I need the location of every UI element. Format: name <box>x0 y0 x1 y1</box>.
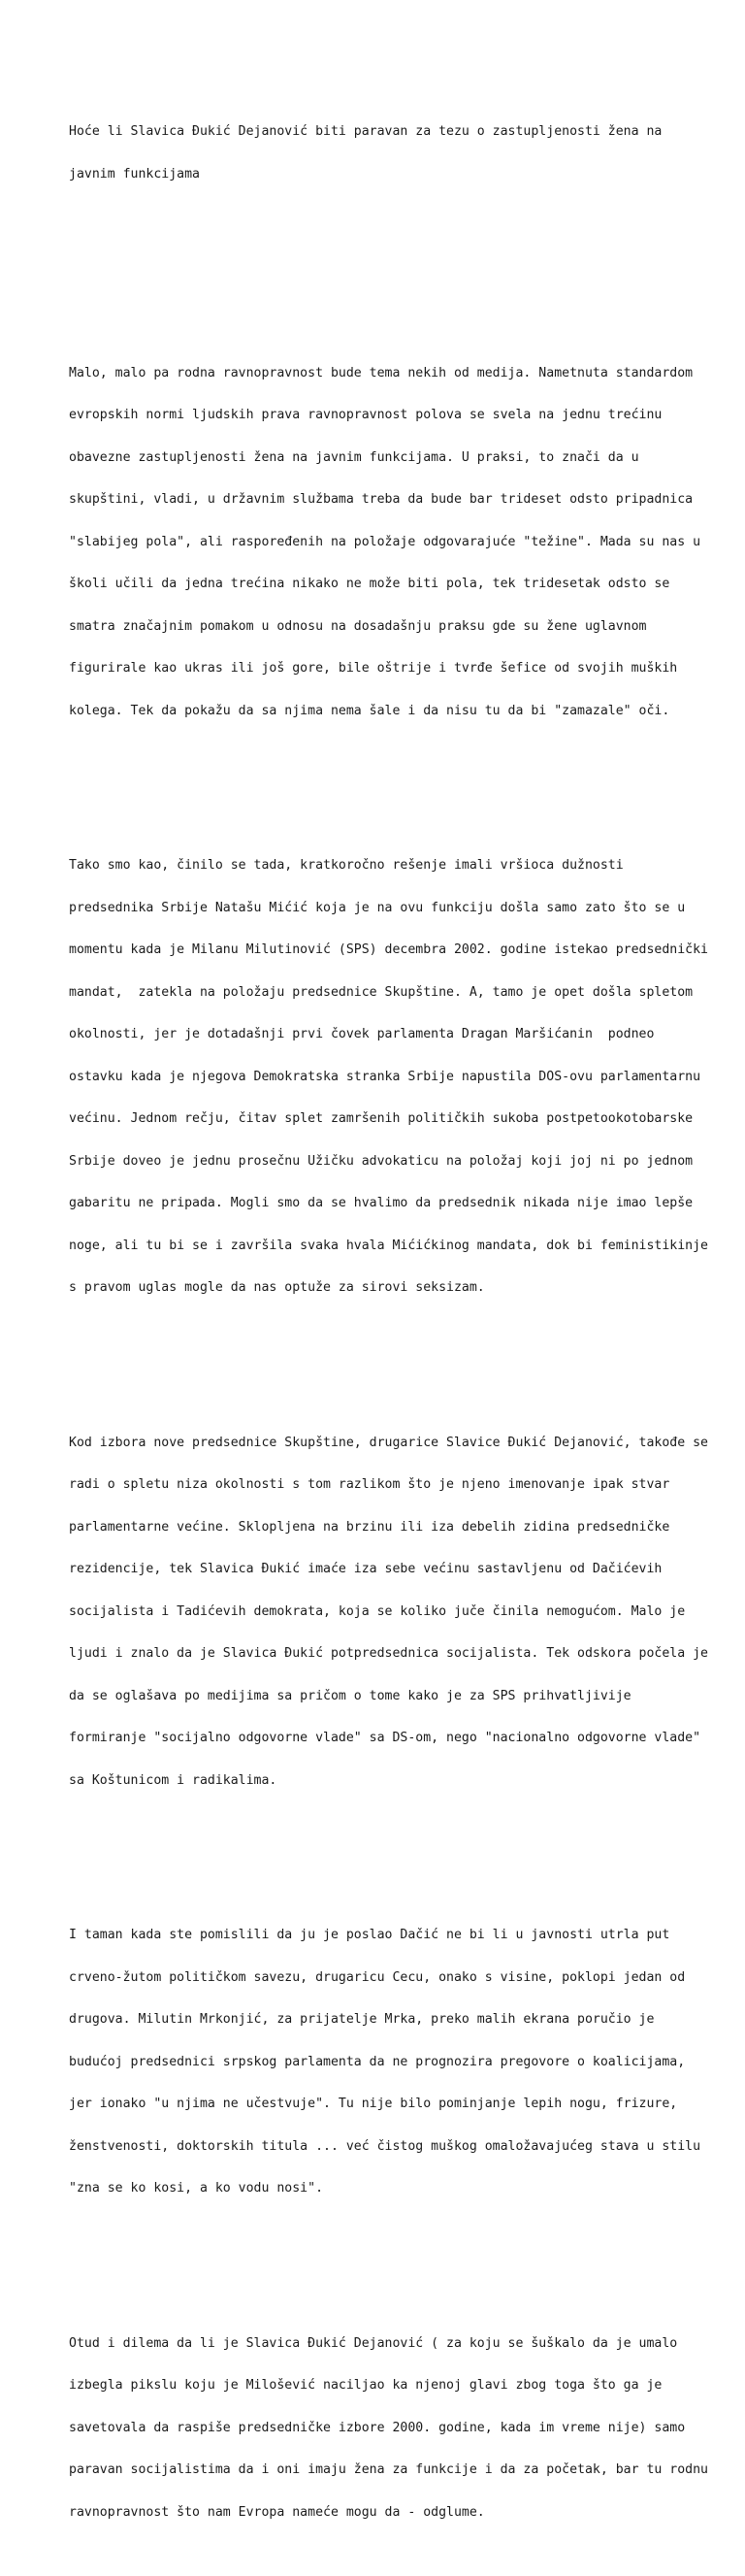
text-line: I taman kada ste pomislili da ju je poslao Dačić ne bi li u javnosti utrla put <box>69 1928 670 1942</box>
text-line: smatra značajnim pomakom u odnosu na dosadašnju praksu gde su žene uglavnom <box>69 618 647 634</box>
title-line: javnim funkcijama <box>69 166 200 182</box>
document-title <box>69 97 709 210</box>
text-line: Srbije doveo je jednu prosečnu Užičku advokaticu na položaj koji joj ni po jednom <box>69 1153 694 1169</box>
text-line: s pravom uglas mogle da nas optuže za sirovi seksizam. <box>69 1280 485 1295</box>
text-line: parlamentarne većine. Sklopljena na brzinu ili iza debelih zidina predsedničke <box>69 1519 670 1535</box>
paragraph-1 <box>69 339 709 747</box>
text-line: radi o spletu niza okolnosti s tom razlikom što je njeno imenovanje ipak stvar <box>69 1477 670 1492</box>
text-line: Tako smo kao, činilo se tada, kratkoročno rešenje imali vršioca dužnosti <box>69 858 624 873</box>
text-line: formiranje "socijalno odgovorne vlade" sa DS-om, nego "nacionalno odgovorne vlade" <box>69 1731 701 1745</box>
text-line: jer ionako "u njima ne učestvuje". Tu nije bilo pominjanje lepih nogu, frizure, <box>69 2097 678 2111</box>
text-line: momentu kada je Milanu Milutinović (SPS) decembra 2002. godine istekao predsednički <box>69 942 708 957</box>
paragraph-spacer <box>69 775 709 789</box>
text-line: socijalista i Tadićevih demokrata, koja se koliko juče činila nemogućom. Malo je <box>69 1603 686 1619</box>
text-line: većinu. Jednom rečju, čitav splet zamršenih političkih sukoba postpetookotobarske <box>69 1111 694 1126</box>
paragraph-spacer <box>69 1352 709 1367</box>
text-line: "slabijeg pola", ali raspoređenih na položaje odgovarajuće "težine". Mada su nas u <box>69 534 701 549</box>
title-spacer <box>69 238 709 296</box>
text-line: Kod izbora nove predsednice Skupštine, drugarice Slavice Đukić Dejanović, takođe se <box>69 1435 708 1450</box>
document-body <box>69 69 709 2576</box>
text-line: da se oglašava po medijima sa pričom o tome kako je za SPS prihvatljivije <box>69 1688 632 1703</box>
paragraph-5 <box>69 2309 709 2549</box>
text-line: mandat, zatekla na položaju predsednice Skupštine. A, tamo je opet došla spletom <box>69 984 694 1000</box>
text-line: ljudi i znalo da je Slavica Đukić potpredsednica socijalista. Tek odskora počela je <box>69 1646 708 1661</box>
text-line: figurirale kao ukras ili još gore, bile oštrije i tvrđe šefice od svojih muških <box>69 661 678 676</box>
paragraph-2 <box>69 831 709 1324</box>
text-line: kolega. Tek da pokažu da sa njima nema šale i da nisu tu da bi "zamazale" oči. <box>69 703 670 718</box>
text-line: skupštini, vladi, u državnim službama treba da bude bar trideset odsto pripadnica <box>69 492 694 507</box>
text-line: crveno-žutom političkom savezu, drugaricu Cecu, onako s visine, poklopi jedan od <box>69 1969 686 1985</box>
text-line: predsednika Srbije Natašu Mićić koja je na ovu funkciju došla samo zato što se u <box>69 900 686 915</box>
text-line: drugova. Milutin Mrkonjić, za prijatelje Mrka, preko malih ekrana poručio je <box>69 2012 655 2027</box>
text-line: gabaritu ne pripada. Mogli smo da se hvalimo da predsednik nikada nije imao lepše <box>69 1196 694 1210</box>
text-line: izbegla pikslu koju je Milošević naciljao ka njenoj glavi zbog toga što ga je <box>69 2378 663 2393</box>
text-line: budućoj predsednici srpskog parlamenta da ne prognozira pregovore o koalicijama, <box>69 2054 686 2069</box>
paragraph-4 <box>69 1900 709 2225</box>
text-line: okolnosti, jer je dotadašnji prvi čovek parlamenta Dragan Maršićanin podneo <box>69 1027 655 1041</box>
text-line: Otud i dilema da li je Slavica Đukić Dejanović ( za koju se šuškalo da je umalo <box>69 2335 678 2351</box>
text-line: "zna se ko kosi, a ko vodu nosi". <box>69 2181 324 2196</box>
paragraph-spacer <box>69 2253 709 2267</box>
paragraph-3 <box>69 1408 709 1817</box>
text-line: ženstvenosti, doktorskih titula ... već čistog muškog omaložavajućeg stava u stilu <box>69 2138 701 2154</box>
title-line: Hoće li Slavica Đukić Dejanović biti paravan za tezu o zastupljenosti žena na <box>69 124 663 139</box>
text-line: rezidencije, tek Slavica Đukić imaće iza sebe većinu sastavljenu od Dačićevih <box>69 1562 663 1576</box>
text-line: savetovala da raspiše predsedničke izbore 2000. godine, kada im vreme nije) samo <box>69 2420 686 2435</box>
text-line: Malo, malo pa rodna ravnopravnost bude tema nekih od medija. Nametnuta standardom <box>69 365 694 380</box>
text-line: obavezne zastupljenosti žena na javnim funkcijama. U praksi, to znači da u <box>69 449 639 465</box>
text-line: ravnopravnost što nam Evropa nameće mogu da - odglume. <box>69 2504 485 2520</box>
text-line: paravan socijalistima da i oni imaju žena za funkcije i da za početak, bar tu rodnu <box>69 2462 708 2477</box>
text-line: noge, ali tu bi se i završila svaka hvala Mićićkinog mandata, dok bi feministikinje <box>69 1238 708 1253</box>
text-line: sa Koštunicom i radikalima. <box>69 1772 277 1788</box>
text-line: evropskih normi ljudskih prava ravnopravnost polova se svela na jednu trećinu <box>69 408 663 422</box>
text-line: ostavku kada je njegova Demokratska stranka Srbije napustila DOS-ovu parlamentarnu <box>69 1069 701 1084</box>
text-line: školi učili da jedna trećina nikako ne može biti pola, tek tridesetak odsto se <box>69 577 670 591</box>
paragraph-spacer <box>69 1844 709 1859</box>
